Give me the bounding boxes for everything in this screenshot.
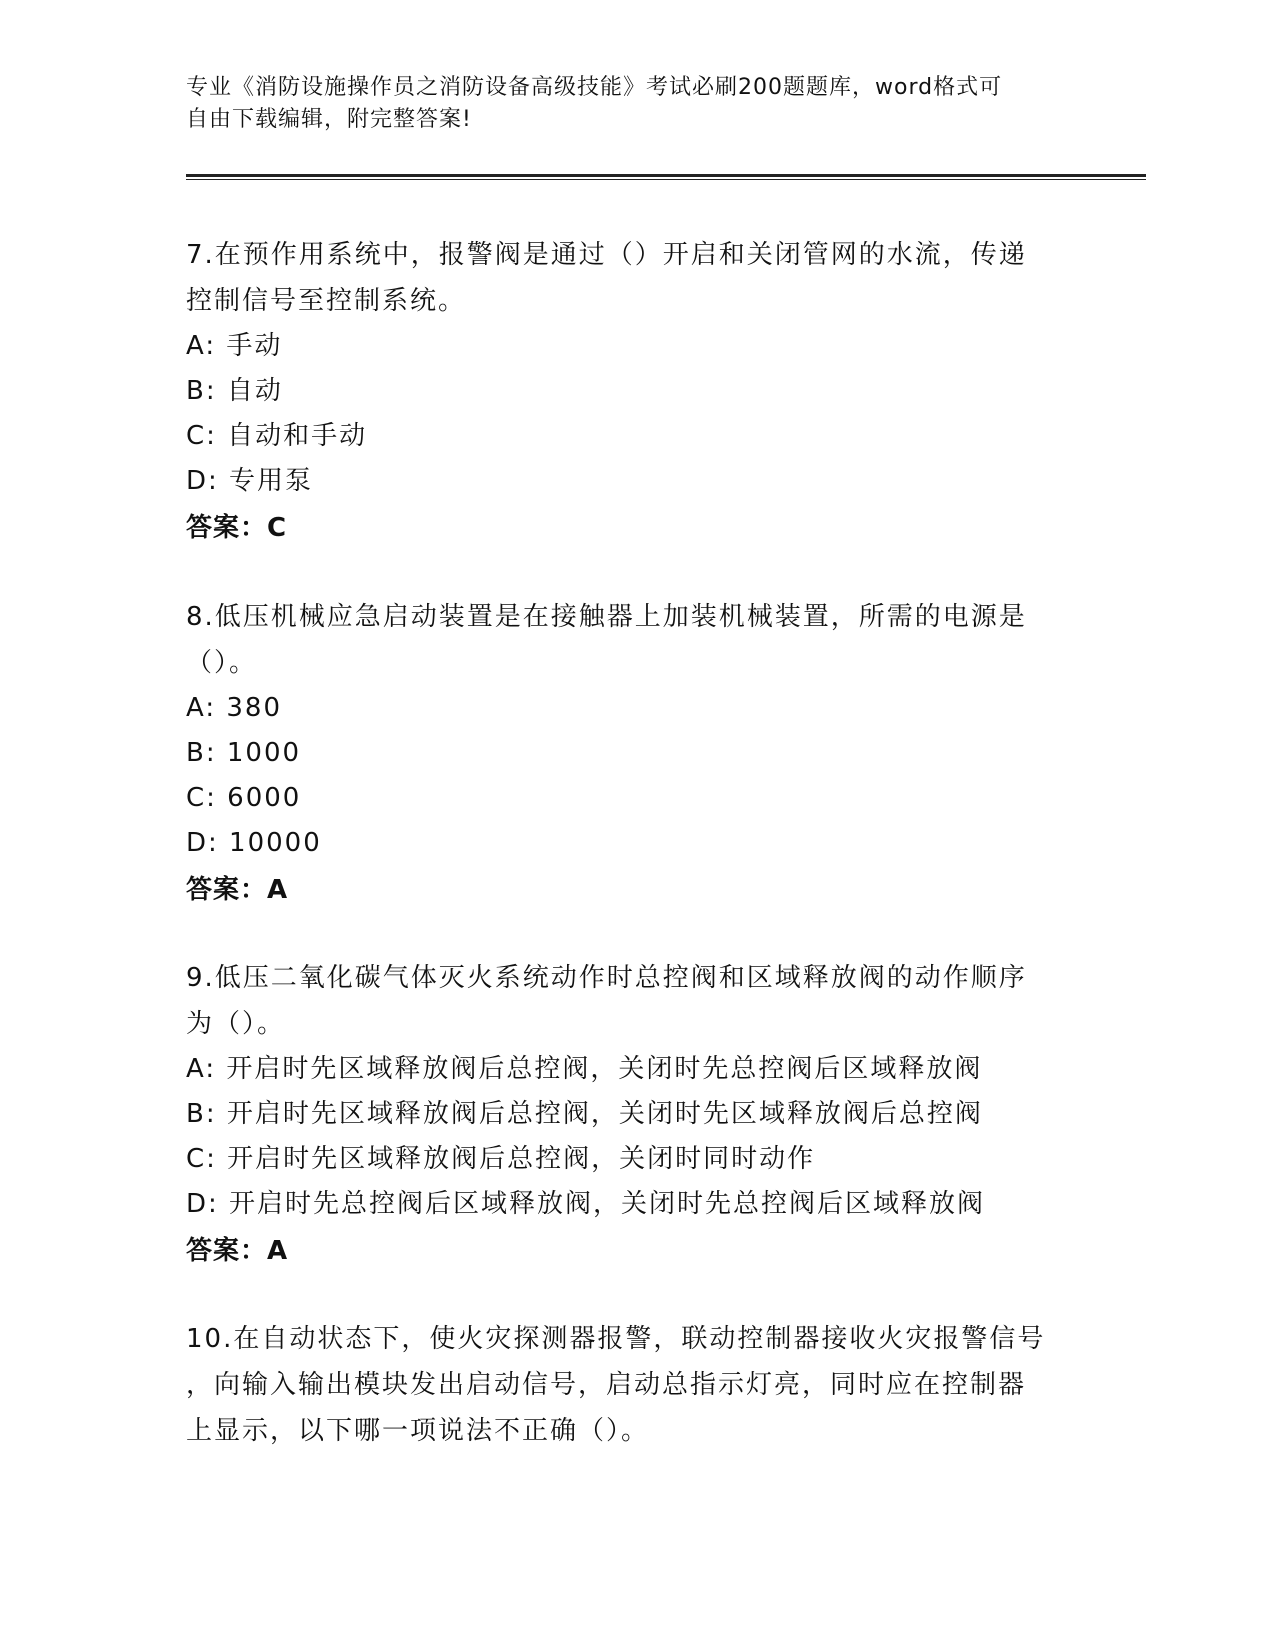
header-divider-thin (186, 179, 1146, 180)
question-stem (186, 1316, 1076, 1454)
question-stem (186, 232, 1066, 324)
question-9 (186, 955, 1066, 1274)
question-stem (186, 955, 1066, 1047)
option-a: A: 手动 (186, 331, 283, 361)
answer: 答案：A (186, 875, 289, 905)
question-stem-line: 控制信号至控制系统。 (186, 286, 467, 316)
option-a: A: 380 (186, 693, 282, 723)
question-stem-line: 7.在预作用系统中，报警阀是通过（）开启和关闭管网的水流，传递 (186, 240, 1027, 270)
header-divider-thick (186, 174, 1146, 177)
option-a: A: 开启时先区域释放阀后总控阀，关闭时先总控阀后区域释放阀 (186, 1054, 983, 1084)
document-header (186, 72, 1066, 136)
option-b: B: 开启时先区域释放阀后总控阀，关闭时先区域释放阀后总控阀 (186, 1099, 983, 1129)
option-c: C: 开启时先区域释放阀后总控阀，关闭时同时动作 (186, 1144, 816, 1174)
question-stem (186, 594, 1066, 686)
question-7 (186, 232, 1066, 551)
question-8 (186, 594, 1066, 913)
header-line-2: 自由下载编辑，附完整答案! (186, 107, 472, 132)
question-stem-line: ，向输入输出模块发出启动信号，启动总指示灯亮，同时应在控制器 (186, 1370, 1027, 1400)
option-c: C: 自动和手动 (186, 421, 368, 451)
answer: 答案：A (186, 1236, 289, 1266)
header-line-1: 专业《消防设施操作员之消防设备高级技能》考试必刷200题题库，word格式可 (186, 75, 1003, 100)
question-stem-line: 8.低压机械应急启动装置是在接触器上加装机械装置，所需的电源是 (186, 602, 1027, 632)
question-stem-line: 9.低压二氧化碳气体灭火系统动作时总控阀和区域释放阀的动作顺序 (186, 963, 1027, 993)
answer: 答案：C (186, 513, 288, 543)
question-stem-line: 为（）。 (186, 1009, 286, 1039)
option-c: C: 6000 (186, 783, 302, 813)
question-stem-line: 10.在自动状态下，使火灾探测器报警，联动控制器接收火灾报警信号 (186, 1324, 1046, 1354)
question-stem-line: 上显示，以下哪一项说法不正确（）。 (186, 1416, 650, 1446)
question-10 (186, 1316, 1076, 1454)
option-d: D: 专用泵 (186, 466, 314, 496)
question-stem-line: （）。 (186, 648, 258, 678)
option-d: D: 10000 (186, 828, 322, 858)
option-b: B: 1000 (186, 738, 302, 768)
option-b: B: 自动 (186, 376, 283, 406)
option-d: D: 开启时先总控阀后区域释放阀，关闭时先总控阀后区域释放阀 (186, 1189, 986, 1219)
